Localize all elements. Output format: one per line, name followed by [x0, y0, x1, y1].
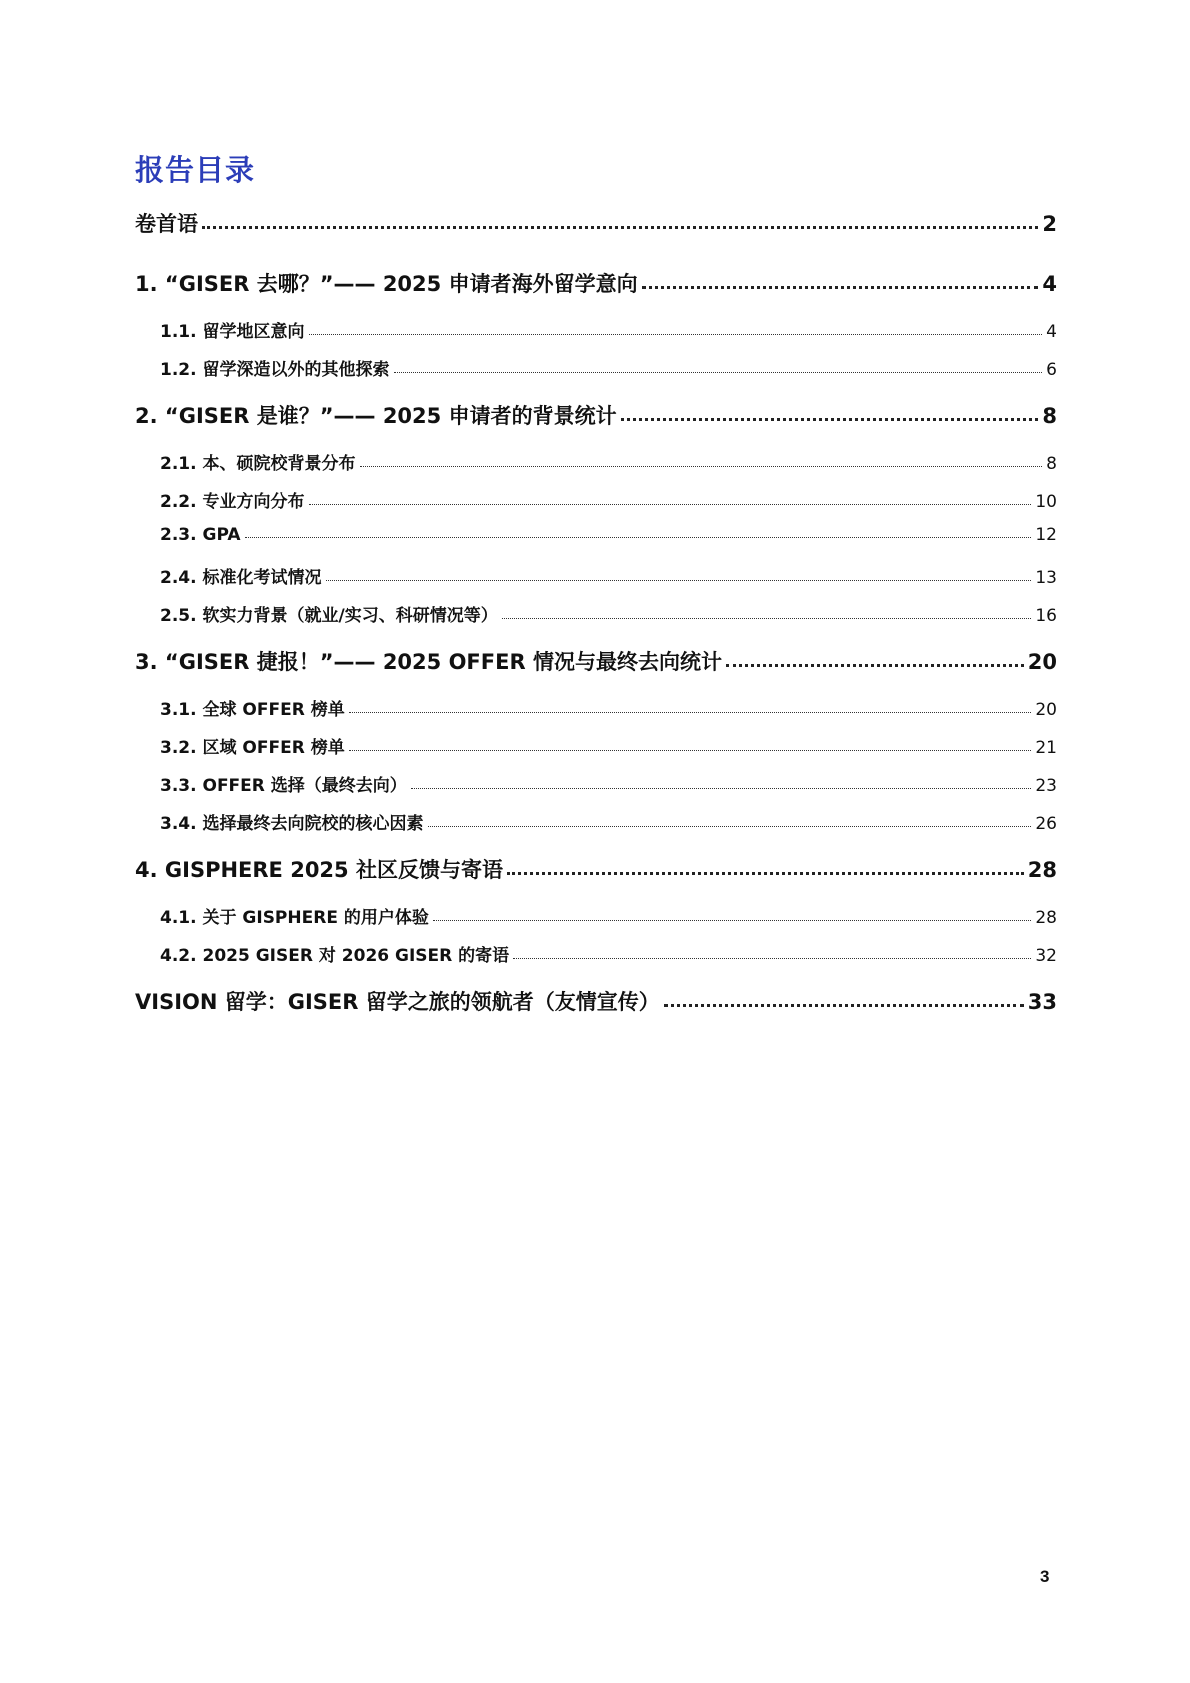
- toc-dot-leader: [326, 580, 1032, 581]
- toc-entry-vision[interactable]: [135, 986, 1057, 1016]
- toc-entry-label: 3.3. OFFER 选择（最终去向）: [160, 776, 407, 796]
- toc-dot-leader: [642, 286, 1039, 289]
- toc-entry-page: 20: [1035, 700, 1057, 720]
- toc-entry-section-2-4[interactable]: [160, 563, 1057, 588]
- toc-entry-page: 13: [1035, 568, 1057, 588]
- toc-entry-section-4-1[interactable]: [160, 903, 1057, 928]
- toc-dot-leader: [309, 504, 1032, 505]
- toc-entry-page: 16: [1035, 606, 1057, 626]
- toc-entry-label: 3.4. 选择最终去向院校的核心因素: [160, 814, 424, 834]
- toc-entry-page: 26: [1035, 814, 1057, 834]
- toc-entry-page: 4: [1042, 272, 1057, 296]
- toc-entry-page: 8: [1042, 404, 1057, 428]
- toc-dot-leader: [664, 1004, 1024, 1007]
- toc-dot-leader: [360, 466, 1043, 467]
- toc-entry-label: 4.1. 关于 GISPHERE 的用户体验: [160, 908, 429, 928]
- toc-dot-leader: [202, 226, 1038, 229]
- toc-entry-page: 28: [1035, 908, 1057, 928]
- toc-entry-page: 33: [1027, 990, 1057, 1014]
- toc-entry-page: 4: [1046, 322, 1057, 342]
- toc-entry-chapter-2[interactable]: [135, 400, 1057, 430]
- toc-entry-section-2-3[interactable]: [160, 525, 1057, 545]
- toc-entry-preface[interactable]: [135, 208, 1057, 238]
- toc-entry-section-3-3[interactable]: [160, 771, 1057, 796]
- toc-dot-leader: [309, 334, 1043, 335]
- toc-entry-chapter-4[interactable]: [135, 854, 1057, 884]
- toc-dot-leader: [245, 537, 1032, 538]
- toc-dot-leader: [428, 826, 1032, 827]
- toc-entry-chapter-3[interactable]: [135, 646, 1057, 676]
- toc-dot-leader: [621, 418, 1039, 421]
- toc-entry-section-3-1[interactable]: [160, 695, 1057, 720]
- toc-entry-page: 28: [1027, 858, 1057, 882]
- toc-entry-label: 2.2. 专业方向分布: [160, 492, 305, 512]
- toc-entry-section-2-5[interactable]: [160, 601, 1057, 626]
- toc-entry-label: 4. GISPHERE 2025 社区反馈与寄语: [135, 858, 503, 882]
- toc-entry-label: 2.4. 标准化考试情况: [160, 568, 322, 588]
- toc-entry-label: 1.1. 留学地区意向: [160, 322, 305, 342]
- toc-title: 报告目录: [135, 153, 256, 187]
- toc-dot-leader: [507, 872, 1024, 875]
- toc-entry-label: 卷首语: [135, 212, 198, 236]
- toc-entry-section-1-1[interactable]: [160, 317, 1057, 342]
- toc-dot-leader: [433, 920, 1032, 921]
- toc-entry-label: 3. “GISER 捷报！”—— 2025 OFFER 情况与最终去向统计: [135, 650, 722, 674]
- toc-entry-label: 2. “GISER 是谁？”—— 2025 申请者的背景统计: [135, 404, 617, 428]
- toc-entry-label: VISION 留学：GISER 留学之旅的领航者（友情宣传）: [135, 990, 660, 1014]
- toc-entry-page: 12: [1035, 525, 1057, 545]
- toc-dot-leader: [513, 958, 1031, 959]
- toc-entry-section-2-2[interactable]: [160, 487, 1057, 512]
- toc-entry-label: 1.2. 留学深造以外的其他探索: [160, 360, 390, 380]
- toc-entry-label: 2.3. GPA: [160, 525, 241, 545]
- toc-entry-section-3-4[interactable]: [160, 809, 1057, 834]
- toc-dot-leader: [502, 618, 1032, 619]
- toc-entry-page: 10: [1035, 492, 1057, 512]
- toc-dot-leader: [349, 712, 1032, 713]
- page-number: 3: [1040, 1567, 1050, 1586]
- toc-dot-leader: [349, 750, 1032, 751]
- toc-entry-section-1-2[interactable]: [160, 355, 1057, 380]
- toc-entry-label: 4.2. 2025 GISER 对 2026 GISER 的寄语: [160, 946, 510, 966]
- toc-entry-section-4-2[interactable]: [160, 941, 1057, 966]
- toc-entry-page: 6: [1046, 360, 1057, 380]
- toc-entry-section-2-1[interactable]: [160, 449, 1057, 474]
- toc-entry-page: 23: [1035, 776, 1057, 796]
- toc-entry-page: 2: [1042, 212, 1057, 236]
- toc-dot-leader: [394, 372, 1043, 373]
- toc-entry-label: 2.1. 本、硕院校背景分布: [160, 454, 356, 474]
- toc-entry-label: 3.1. 全球 OFFER 榜单: [160, 700, 345, 720]
- toc-dot-leader: [726, 664, 1024, 667]
- toc-entry-label: 3.2. 区域 OFFER 榜单: [160, 738, 345, 758]
- toc-entry-label: 2.5. 软实力背景（就业/实习、科研情况等）: [160, 606, 498, 626]
- toc-entry-section-3-2[interactable]: [160, 733, 1057, 758]
- toc-entry-page: 32: [1035, 946, 1057, 966]
- toc-entry-chapter-1[interactable]: [135, 268, 1057, 298]
- toc-entry-page: 21: [1035, 738, 1057, 758]
- toc-entry-page: 8: [1046, 454, 1057, 474]
- toc-entry-label: 1. “GISER 去哪？”—— 2025 申请者海外留学意向: [135, 272, 638, 296]
- toc-entry-page: 20: [1027, 650, 1057, 674]
- toc-dot-leader: [411, 788, 1032, 789]
